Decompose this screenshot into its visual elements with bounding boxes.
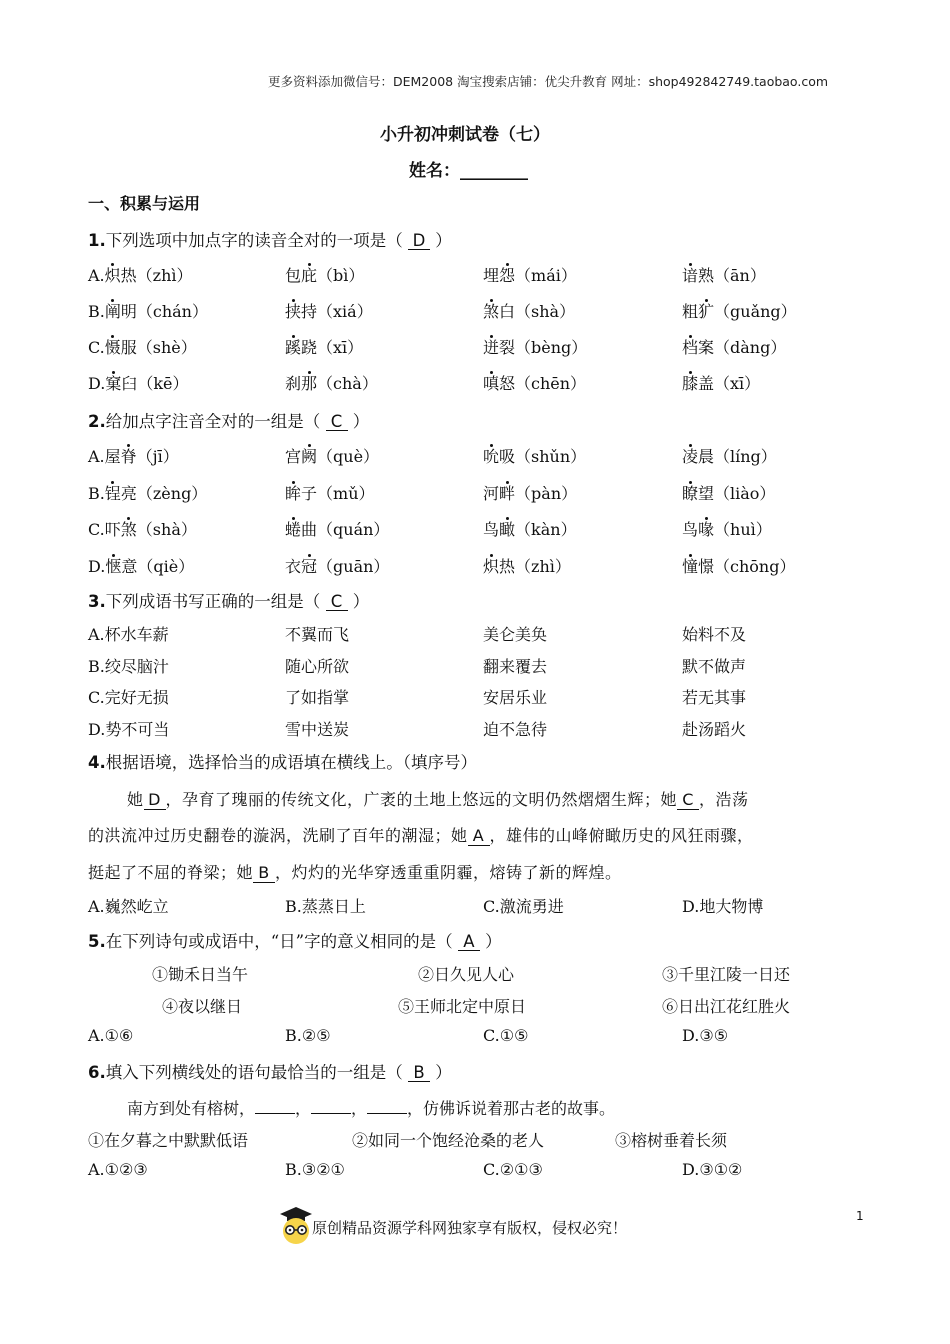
question-4-passage-line-2: 的洪流冲过历史翻卷的漩涡，洗刷了百年的潮湿；她 A ，雄伟的山峰俯瞰历史的风狂雨骤，	[88, 826, 754, 845]
blank-1	[255, 1099, 295, 1114]
q6-item-2: ②如同一个饱经沧桑的老人	[352, 1131, 545, 1150]
q3-option-a-4: 始料不及	[682, 625, 747, 644]
answer-5: A	[458, 933, 480, 951]
answer-1: D	[408, 232, 430, 250]
passage-answer-2: C	[677, 792, 699, 810]
q2-option-a-4: 凌晨（líng）	[682, 447, 777, 466]
q5-option-a: A.①⑥	[88, 1026, 134, 1045]
page-title: 小升初冲刺试卷（七）	[380, 125, 550, 145]
q2-option-d-3: 炽热（zhì）	[483, 556, 571, 576]
q3-option-c-3: 安居乐业	[483, 688, 548, 707]
page-number: 1	[856, 1209, 864, 1223]
q5-item-1: ①锄禾日当午	[152, 965, 249, 984]
question-4-option-d: D.地大物博	[682, 897, 764, 916]
q2-option-b-4: 瞭望（liào）	[682, 483, 776, 503]
q2-option-a-1: A.屋脊（jī）	[88, 447, 179, 466]
q2-option-b-2: 眸子（mǔ）	[285, 483, 375, 503]
q2-option-c-2: 蜷曲（quán）	[285, 520, 390, 539]
q5-option-d: D.③⑤	[682, 1026, 729, 1045]
passage-answer-3: A	[468, 828, 490, 846]
q2-option-a-2: 宫阙（què）	[285, 447, 380, 466]
answer-3: C	[326, 593, 348, 611]
q5-item-2: ②日久见人心	[418, 965, 515, 984]
blank-3	[367, 1099, 407, 1114]
q3-option-c-4: 若无其事	[682, 688, 747, 707]
q1-option-b-1: B.阐明（chán）	[88, 302, 208, 321]
q3-option-c-2: 了如指掌	[285, 688, 350, 707]
q6-option-a: A.①②③	[88, 1160, 148, 1179]
q3-option-a-1: A.杯水车薪	[88, 625, 169, 644]
q6-option-b: B.③②①	[285, 1160, 345, 1179]
q2-option-b-1: B.锃亮（zèng）	[88, 483, 208, 503]
name-field-label: 姓名：________	[409, 161, 528, 181]
question-4-passage-line-1: 她 D ，孕育了瑰丽的传统文化，广袤的土地上悠远的文明仍然熠熠生辉；她 C ，浩荡	[127, 790, 749, 809]
question-4-option-b: B.蒸蒸日上	[285, 897, 366, 916]
q3-option-b-3: 翻来覆去	[483, 656, 548, 676]
q6-option-c: C.②①③	[483, 1160, 543, 1179]
q3-option-b-1: B.绞尽脑汁	[88, 656, 169, 676]
q3-option-d-2: 雪中送炭	[285, 719, 350, 739]
q2-option-d-4: 憧憬（chōng）	[682, 556, 796, 576]
q6-item-1: ①在夕暮之中默默低语	[88, 1131, 249, 1150]
q1-option-c-3: 迸裂（bèng）	[483, 338, 588, 357]
q1-option-c-1: C.慑服（shè）	[88, 338, 197, 357]
answer-6: B	[408, 1064, 430, 1082]
blank-2	[311, 1099, 351, 1114]
graduate-logo-icon	[278, 1205, 314, 1245]
question-5: 5.在下列诗句或成语中，“日”字的意义相同的是（ A ）	[88, 932, 502, 951]
q6-sentence: 南方到处有榕树， ， ， ，仿佛诉说着那古老的故事。	[127, 1099, 616, 1118]
q3-option-a-3: 美仑美奂	[483, 625, 548, 644]
q1-option-a-4: 谙熟（ān）	[682, 266, 766, 285]
header-contact: 更多资料添加微信号：DEM2008 淘宝搜索店铺：优尖升教育 网址：shop492842749.taobao.com	[268, 74, 829, 89]
question-2: 2.给加点字注音全对的一组是（ C ）	[88, 412, 370, 431]
question-4-passage-line-3: 挺起了不屈的脊梁；她 B ，灼灼的光华穿透重重阴霾，熔铸了新的辉煌。	[88, 863, 622, 882]
q3-option-d-3: 迫不急待	[483, 719, 548, 739]
q1-option-d-4: 膝盖（xī）	[682, 374, 761, 393]
q1-option-d-3: 嗔怒（chēn）	[483, 374, 587, 393]
q1-option-a-1: A.炽热（zhì）	[88, 266, 193, 285]
q1-option-b-3: 煞白（shà）	[483, 302, 576, 321]
q2-option-c-4: 鸟喙（huì）	[682, 520, 772, 539]
q2-option-c-1: C.吓煞（shà）	[88, 520, 197, 539]
q5-option-b: B.②⑤	[285, 1026, 331, 1045]
q1-option-c-2: 蹊跷（xī）	[285, 338, 364, 357]
q3-option-d-1: D.势不可当	[88, 719, 170, 739]
q1-option-a-3: 埋怨（mái）	[483, 266, 577, 285]
q2-option-d-1: D.惬意（qiè）	[88, 556, 195, 576]
q3-option-a-2: 不翼而飞	[285, 625, 350, 644]
q6-item-3: ③榕树垂着长须	[615, 1131, 728, 1150]
q3-option-b-4: 默不做声	[682, 656, 747, 676]
question-6: 6.填入下列横线处的语句最恰当的一组是（ B ）	[88, 1063, 452, 1082]
q2-option-d-2: 衣冠（guān）	[285, 556, 390, 576]
q5-item-6: ⑥日出江花红胜火	[662, 997, 791, 1016]
q1-option-d-1: D.窠臼（kē）	[88, 374, 189, 393]
passage-answer-4: B	[253, 865, 275, 883]
q2-option-a-3: 吮吸（shǔn）	[483, 447, 587, 466]
question-4-option-c: C.激流勇进	[483, 897, 564, 916]
q1-option-b-4: 粗犷（guǎng）	[682, 302, 797, 321]
q5-item-3: ③千里江陵一日还	[662, 965, 791, 984]
question-1: 1.下列选项中加点字的读音全对的一项是（ D ）	[88, 231, 452, 250]
section-heading: 一、积累与运用	[88, 194, 201, 213]
copyright-footer: 原创精品资源学科网独家享有版权，侵权必究！	[312, 1219, 628, 1237]
q5-option-c: C.①⑤	[483, 1026, 529, 1045]
question-3: 3.下列成语书写正确的一组是（ C ）	[88, 592, 370, 611]
question-4-option-a: A.巍然屹立	[88, 897, 169, 916]
passage-answer-1: D	[144, 792, 166, 810]
q1-option-b-2: 挟持（xiá）	[285, 302, 373, 321]
q3-option-b-2: 随心所欲	[285, 656, 350, 676]
q6-option-d: D.③①②	[682, 1160, 743, 1179]
answer-2: C	[326, 413, 348, 431]
q3-option-c-1: C.完好无损	[88, 688, 169, 707]
q5-item-5: ⑤王师北定中原日	[398, 997, 527, 1016]
q1-option-c-4: 档案（dàng）	[682, 338, 787, 357]
q1-option-d-2: 刹那（chà）	[285, 374, 378, 393]
q1-option-a-2: 包庇（bì）	[285, 266, 365, 285]
q5-item-4: ④夜以继日	[162, 997, 243, 1016]
q3-option-d-4: 赴汤蹈火	[682, 719, 747, 739]
q2-option-c-3: 鸟瞰（kàn）	[483, 520, 577, 539]
question-4: 4.根据语境，选择恰当的成语填在横线上。（填序号）	[88, 753, 477, 772]
q2-option-b-3: 河畔（pàn）	[483, 483, 578, 503]
